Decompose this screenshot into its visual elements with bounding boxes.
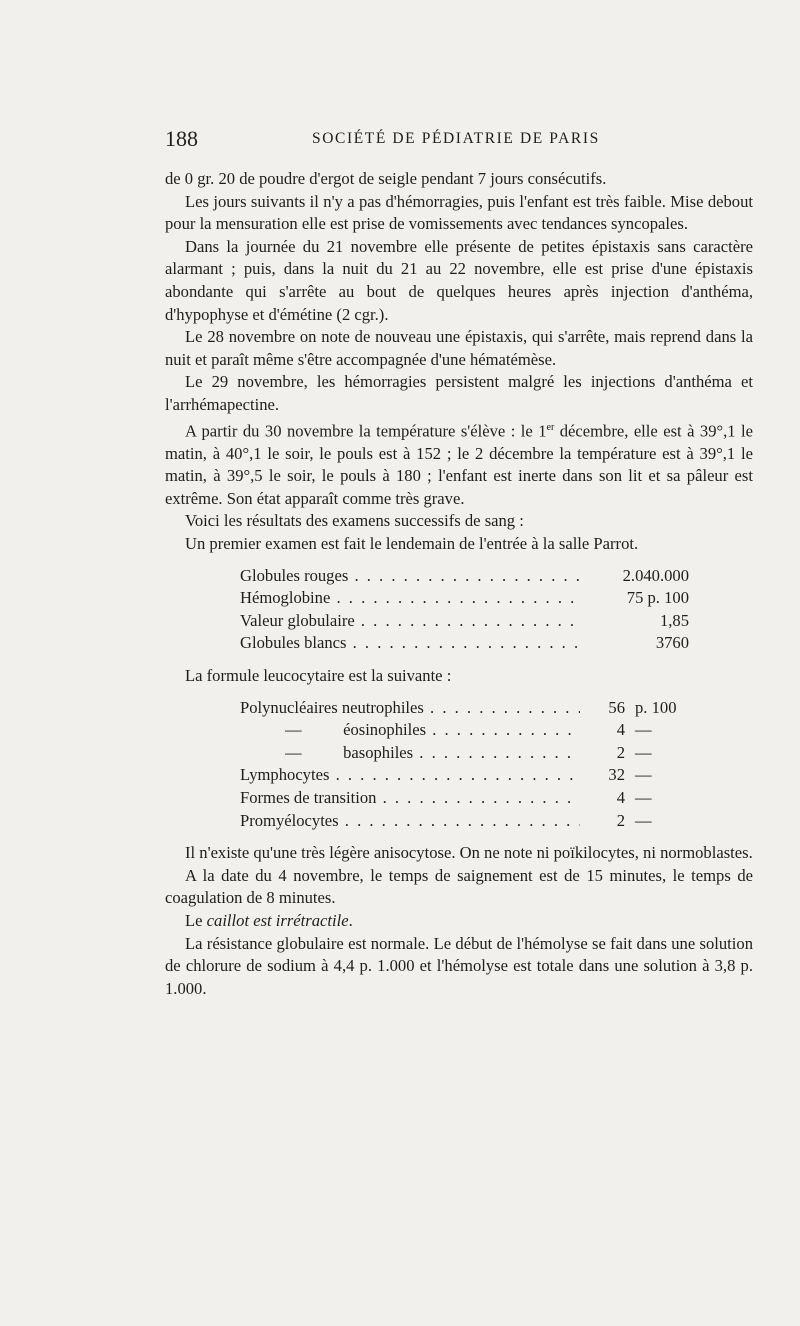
row-unit: — [635, 720, 652, 740]
row-unit: — [635, 810, 652, 830]
paragraph: Dans la journée du 21 novembre elle présente de petites épistaxis sans caractère alarmant ; puis, dans la nuit du 21 au 22 novembre, elle est prise d'une épistaxis abondante qui s'arrête au bout de quelques heures après injection d'anthéma, d'hypophyse et d'émétine (2 cgr.). [165, 236, 753, 324]
paragraph: Le 28 novembre on note de nouveau une épistaxis, qui s'arrête, mais reprend dans la nuit et paraît même s'être accompagnée d'une hématémèse. [165, 327, 753, 369]
row-unit: — [635, 765, 652, 785]
table-row [165, 632, 753, 655]
row-value: 2 [585, 742, 625, 765]
paragraph: Il n'existe qu'une très légère anisocytose. On ne note ni poïkilocytes, ni normoblastes. [185, 843, 753, 863]
row-label: — basophiles . . . [285, 742, 580, 765]
row-value: 3760 [585, 632, 689, 655]
row-label: Promyélocytes . . . [240, 810, 580, 833]
row-value: 75 p. 100 [585, 587, 689, 610]
row-label: Valeur globulaire . . . [240, 610, 580, 633]
table-row [165, 810, 753, 833]
paragraph: Les jours suivants il n'y a pas d'hémorragies, puis l'enfant est très faible. Mise debout pour la mensuration elle est prise de vomissements avec tendances syncopales. [165, 191, 753, 234]
table-row [165, 742, 753, 765]
table-row [165, 787, 753, 810]
row-unit: p. 100 [635, 697, 677, 717]
row-value: 2 [585, 810, 625, 833]
row-unit: — [635, 742, 652, 762]
table-row [165, 764, 753, 787]
paragraph-part: A partir du 30 novembre la température s'élève : le 1 [185, 421, 547, 441]
paragraph: A la date du 4 novembre, le temps de saignement est de 15 minutes, le temps de coagulation de 8 minutes. [165, 865, 753, 908]
row-label: Formes de transition . . . [240, 787, 580, 810]
paragraph [165, 417, 753, 511]
row-value: 56 [585, 697, 625, 720]
row-label: Globules blancs . . . [240, 632, 580, 655]
paragraph: Voici les résultats des examens successifs de sang : [185, 511, 524, 531]
superscript: er [546, 421, 555, 433]
paragraph-part: décembre, elle est à 39°,1 le matin, à 40°,1 le soir, le pouls est à 152 ; le 2 décembre la température est à 39°,1 le matin, à 39°,5 le soir, le pouls à 180 ; l'enfant est inerte dans son lit et sa pâleur est extrême. Son état apparaît comme très grave. [165, 421, 753, 508]
page-number: 188 [165, 126, 198, 151]
row-label: Polynucléaires neutrophiles . . . [240, 697, 580, 720]
row-label: Lymphocytes . . . [240, 764, 580, 787]
paragraph: La formule leucocytaire est la suivante : [185, 666, 452, 685]
row-label: Globules rouges . . . [240, 565, 580, 588]
row-value: 4 [585, 719, 625, 742]
row-value: 32 [585, 764, 625, 787]
table-row [165, 587, 753, 610]
row-unit: — [635, 787, 652, 807]
row-value: 1,85 [585, 610, 689, 633]
row-value: 4 [585, 787, 625, 810]
body-text [165, 168, 753, 1000]
table-row [165, 719, 753, 742]
table-row [165, 697, 753, 720]
blood-exam-table [165, 565, 753, 655]
row-label: Hémoglobine . . . [240, 587, 580, 610]
paragraph: Le caillot est irrétractile. [185, 910, 353, 930]
row-value: 2.040.000 [585, 565, 689, 588]
running-title: SOCIÉTÉ DE PÉDIATRIE DE PARIS [312, 130, 600, 147]
page-header [165, 126, 757, 156]
paragraph: de 0 gr. 20 de poudre d'ergot de seigle pendant 7 jours consécutifs. [165, 169, 607, 188]
paragraph: Le 29 novembre, les hémorragies persistent malgré les injections d'anthéma et l'arrhémapectine. [165, 372, 753, 414]
leukocyte-formula-table [165, 697, 753, 833]
row-label: — éosinophiles . . . [285, 719, 580, 742]
paragraph: La résistance globulaire est normale. Le début de l'hémolyse se fait dans une solution de chlorure de sodium à 4,4 p. 1.000 et l'hémolyse est totale dans une solution à 3,8 p. 1.000. [165, 933, 753, 998]
italic-text: caillot est irrétractile [206, 910, 349, 930]
paragraph: Un premier examen est fait le lendemain de l'entrée à la salle Parrot. [185, 534, 639, 554]
table-row [165, 610, 753, 633]
table-row [165, 565, 753, 588]
